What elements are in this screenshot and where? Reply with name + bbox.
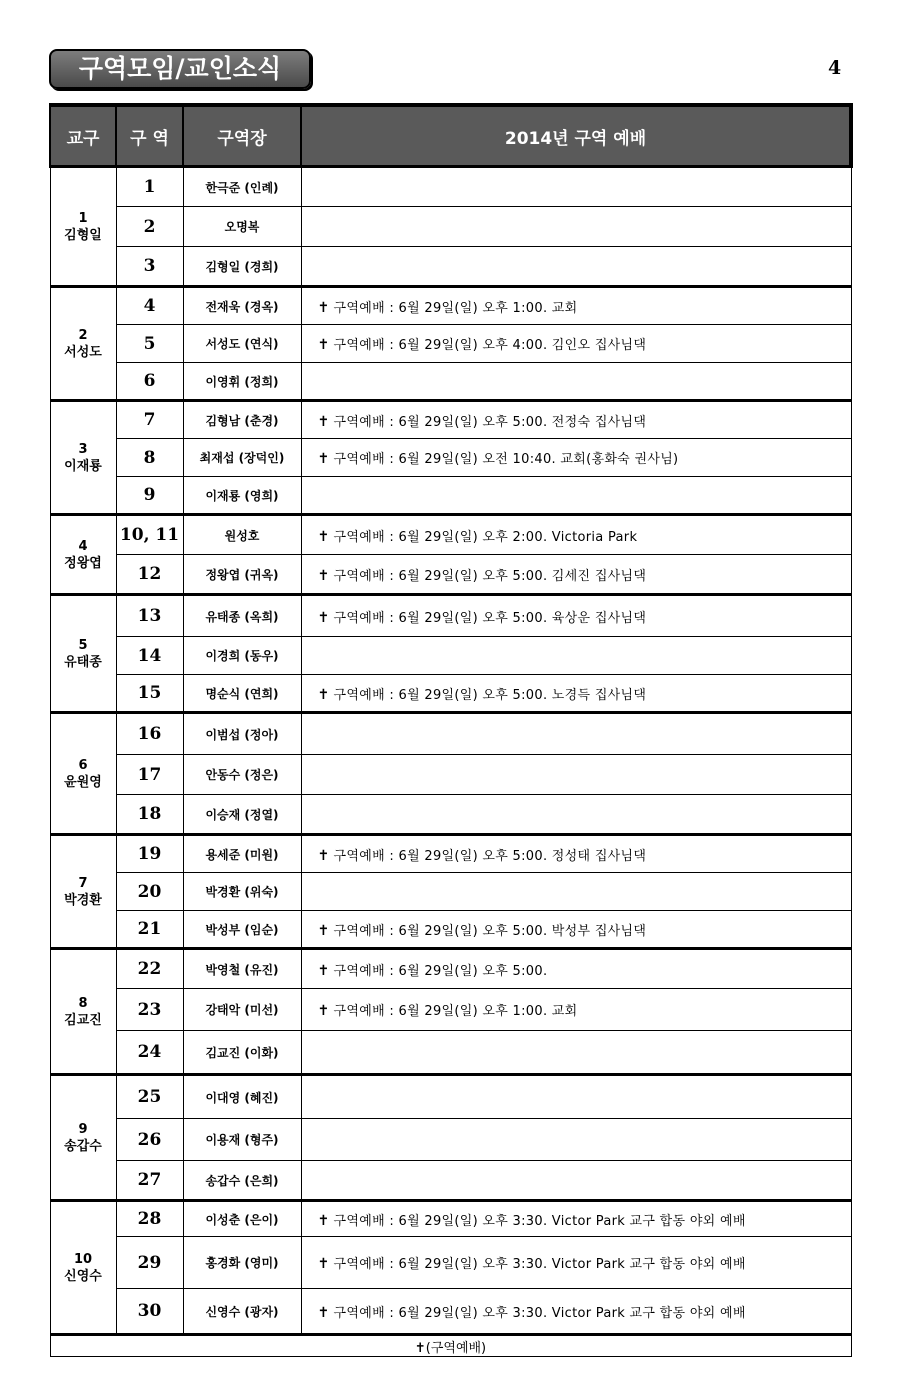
table-row: [50, 637, 851, 675]
district-leader-cell: 이성춘 (은이): [183, 1201, 301, 1237]
cross-icon: ✝: [317, 299, 330, 316]
district-leader-cell: 홍경화 (영미): [183, 1237, 301, 1289]
parish-number: 8: [78, 995, 88, 1011]
table-row: [50, 1237, 851, 1289]
footer-row: [50, 1335, 851, 1357]
district-number-cell: 3: [116, 247, 183, 287]
table-row: [50, 287, 851, 325]
district-leader-cell: 한극준 (인례): [183, 167, 301, 207]
worship-cell: [301, 1201, 851, 1237]
table-row: [50, 989, 851, 1031]
district-number-cell: 18: [116, 795, 183, 835]
table-header-row: [50, 105, 851, 167]
district-number-cell: 9: [116, 477, 183, 515]
district-leader-cell: 이영휘 (정희): [183, 363, 301, 401]
district-number-cell: 12: [116, 555, 183, 595]
district-leader-cell: 용세준 (미원): [183, 835, 301, 873]
cross-icon: ✝: [317, 847, 330, 864]
parish-leader-name: 신영수: [64, 1268, 102, 1284]
worship-cell: [301, 1031, 851, 1075]
district-number-cell: 15: [116, 675, 183, 713]
cross-icon: ✝: [317, 451, 330, 467]
district-number-cell: 29: [116, 1237, 183, 1289]
district-leader-cell: 박성부 (임순): [183, 911, 301, 949]
worship-cell: [301, 207, 851, 247]
table-row: [50, 477, 851, 515]
table-row: [50, 949, 851, 989]
worship-text: 구역예배 : 6월 29일(일) 오후 5:00. 김세진 집사님댁: [333, 568, 647, 584]
table-row: [50, 1075, 851, 1119]
parish-cell: [50, 287, 116, 401]
legend-text: (구역예배): [425, 1340, 487, 1356]
worship-cell: [301, 713, 851, 755]
parish-leader-name: 김형일: [64, 227, 102, 243]
worship-cell: [301, 363, 851, 401]
district-number-cell: 16: [116, 713, 183, 755]
cross-icon: ✝: [317, 1304, 330, 1321]
table-row: [50, 167, 851, 207]
district-number-cell: 26: [116, 1119, 183, 1161]
cross-icon: ✝: [317, 962, 330, 979]
district-number-cell: 17: [116, 755, 183, 795]
table-row: [50, 835, 851, 873]
district-number-cell: 30: [116, 1289, 183, 1335]
table-row: [50, 325, 851, 363]
district-leader-cell: 최재섭 (장덕인): [183, 439, 301, 477]
district-leader-cell: 오명복: [183, 207, 301, 247]
parish-leader-name: 윤원영: [64, 774, 102, 790]
table-row: [50, 555, 851, 595]
worship-cell: [301, 755, 851, 795]
cross-icon: ✝: [317, 1256, 330, 1272]
cross-icon: ✝: [317, 1003, 330, 1019]
worship-cell: [301, 637, 851, 675]
table-row: [50, 363, 851, 401]
table-row: [50, 755, 851, 795]
worship-text: 구역예배 : 6월 29일(일) 오후 3:30. Victor Park 교구 합동 야외 예배: [333, 1213, 746, 1229]
district-number-cell: 5: [116, 325, 183, 363]
column-header-district: 구 역: [116, 105, 183, 167]
table-row: [50, 1161, 851, 1201]
district-number-cell: 4: [116, 287, 183, 325]
cross-icon: ✝: [317, 567, 330, 584]
district-leader-cell: 명순식 (연희): [183, 675, 301, 713]
table-row: [50, 1289, 851, 1335]
worship-cell: [301, 595, 851, 637]
table-row: [50, 713, 851, 755]
worship-text: 구역예배 : 6월 29일(일) 오후 5:00. 정성태 집사님댁: [333, 848, 647, 864]
cross-icon: ✝: [317, 337, 330, 353]
district-leader-cell: 이대영 (혜진): [183, 1075, 301, 1119]
parish-number: 5: [78, 637, 88, 653]
worship-cell: [301, 795, 851, 835]
district-leader-cell: 이경희 (동우): [183, 637, 301, 675]
cross-icon: ✝: [317, 1212, 330, 1229]
district-leader-cell: 이범섭 (정아): [183, 713, 301, 755]
column-header-leader: 구역장: [183, 105, 301, 167]
worship-cell: [301, 401, 851, 439]
table-row: [50, 595, 851, 637]
page-number: 4: [828, 57, 842, 79]
parish-cell: [50, 167, 116, 287]
parish-leader-name: 송갑수: [64, 1138, 102, 1154]
parish-cell: [50, 515, 116, 595]
cross-icon: ✝: [317, 528, 330, 545]
worship-text: 구역예배 : 6월 29일(일) 오후 2:00. Victoria Park: [333, 529, 638, 545]
parish-cell: [50, 713, 116, 835]
table-row: [50, 911, 851, 949]
worship-text: 구역예배 : 6월 29일(일) 오후 5:00. 노경득 집사님댁: [333, 687, 647, 703]
district-number-cell: 23: [116, 989, 183, 1031]
worship-cell: [301, 1237, 851, 1289]
parish-leader-name: 박경환: [64, 892, 102, 908]
district-number-cell: 25: [116, 1075, 183, 1119]
district-leader-cell: 서성도 (연식): [183, 325, 301, 363]
parish-cell: [50, 401, 116, 515]
worship-cell: [301, 1119, 851, 1161]
parish-number: 4: [78, 538, 88, 554]
parish-leader-name: 이재룡: [64, 458, 102, 474]
worship-text: 구역예배 : 6월 29일(일) 오후 3:30. Victor Park 교구 합동 야외 예배: [333, 1305, 746, 1321]
legend-note: [50, 1335, 851, 1357]
worship-text: 구역예배 : 6월 29일(일) 오후 1:00. 교회: [333, 300, 578, 316]
district-number-cell: 20: [116, 873, 183, 911]
district-leader-cell: 원성호: [183, 515, 301, 555]
parish-leader-name: 서성도: [64, 344, 102, 360]
worship-text: 구역예배 : 6월 29일(일) 오후 4:00. 김인오 집사님댁: [333, 338, 647, 353]
district-number-cell: 28: [116, 1201, 183, 1237]
worship-text: 구역예배 : 6월 29일(일) 오후 5:00.: [333, 963, 548, 979]
district-leader-cell: 박영철 (유진): [183, 949, 301, 989]
parish-leader-name: 유태종: [64, 654, 102, 670]
worship-cell: [301, 675, 851, 713]
worship-text: 구역예배 : 6월 29일(일) 오전 10:40. 교회(홍화숙 권사님): [333, 452, 679, 467]
table-row: [50, 1031, 851, 1075]
district-leader-cell: 이승재 (정열): [183, 795, 301, 835]
table-row: [50, 207, 851, 247]
table-row: [50, 515, 851, 555]
district-leader-cell: 송갑수 (은희): [183, 1161, 301, 1201]
parish-number: 6: [78, 757, 88, 773]
parish-cell: [50, 949, 116, 1075]
district-leader-cell: 김교진 (이화): [183, 1031, 301, 1075]
worship-cell: [301, 167, 851, 207]
table-row: [50, 1119, 851, 1161]
worship-text: 구역예배 : 6월 29일(일) 오후 3:30. Victor Park 교구 합동 야외 예배: [333, 1257, 746, 1272]
table-row: [50, 439, 851, 477]
worship-cell: [301, 989, 851, 1031]
page-title: 구역모임/교인소식: [49, 49, 311, 89]
table-row: [50, 401, 851, 439]
district-number-cell: 22: [116, 949, 183, 989]
parish-number: 2: [78, 327, 88, 343]
worship-cell: [301, 873, 851, 911]
worship-cell: [301, 325, 851, 363]
worship-cell: [301, 247, 851, 287]
parish-cell: [50, 1075, 116, 1201]
district-leader-cell: 신영수 (광자): [183, 1289, 301, 1335]
cross-icon: ✝: [317, 922, 330, 939]
district-leader-cell: 박경환 (위숙): [183, 873, 301, 911]
worship-cell: [301, 439, 851, 477]
column-header-worship: 2014년 구역 예배: [301, 105, 851, 167]
district-number-cell: 27: [116, 1161, 183, 1201]
district-leader-cell: 김형일 (경희): [183, 247, 301, 287]
parish-number: 3: [78, 441, 88, 457]
worship-text: 구역예배 : 6월 29일(일) 오후 1:00. 교회: [333, 1004, 578, 1019]
worship-cell: [301, 515, 851, 555]
district-number-cell: 6: [116, 363, 183, 401]
table-row: [50, 247, 851, 287]
district-leader-cell: 전재욱 (경옥): [183, 287, 301, 325]
district-leader-cell: 이용재 (형주): [183, 1119, 301, 1161]
district-number-cell: 21: [116, 911, 183, 949]
table-row: [50, 675, 851, 713]
cross-icon: ✝: [414, 1340, 426, 1356]
parish-number: 7: [78, 875, 88, 891]
parish-number: 10: [73, 1251, 93, 1267]
table-body: [50, 167, 851, 1357]
district-leader-cell: 강태악 (미선): [183, 989, 301, 1031]
worship-cell: [301, 477, 851, 515]
district-number-cell: 2: [116, 207, 183, 247]
worship-cell: [301, 287, 851, 325]
district-leader-cell: 안동수 (정은): [183, 755, 301, 795]
district-leader-cell: 이재룡 (영희): [183, 477, 301, 515]
parish-leader-name: 정왕엽: [64, 555, 102, 571]
district-number-cell: 19: [116, 835, 183, 873]
worship-cell: [301, 1161, 851, 1201]
worship-cell: [301, 949, 851, 989]
table-row: [50, 795, 851, 835]
parish-cell: [50, 835, 116, 949]
cross-icon: ✝: [317, 609, 330, 626]
worship-text: 구역예배 : 6월 29일(일) 오후 5:00. 박성부 집사님댁: [333, 923, 647, 939]
cross-icon: ✝: [317, 413, 330, 430]
district-number-cell: 13: [116, 595, 183, 637]
worship-cell: [301, 1075, 851, 1119]
worship-text: 구역예배 : 6월 29일(일) 오후 5:00. 육상운 집사님댁: [333, 610, 647, 626]
worship-cell: [301, 911, 851, 949]
district-number-cell: 10, 11: [116, 515, 183, 555]
parish-cell: [50, 1201, 116, 1335]
district-number-cell: 14: [116, 637, 183, 675]
table-row: [50, 873, 851, 911]
parish-number: 9: [78, 1121, 88, 1137]
district-number-cell: 8: [116, 439, 183, 477]
worship-text: 구역예배 : 6월 29일(일) 오후 5:00. 전정숙 집사님댁: [333, 414, 647, 430]
worship-cell: [301, 555, 851, 595]
table-row: [50, 1201, 851, 1237]
worship-cell: [301, 1289, 851, 1335]
parish-number: 1: [78, 210, 88, 226]
district-leader-cell: 유태종 (옥희): [183, 595, 301, 637]
district-leader-cell: 정왕엽 (귀옥): [183, 555, 301, 595]
cross-icon: ✝: [317, 686, 330, 703]
column-header-parish: 교구: [50, 105, 116, 167]
district-number-cell: 7: [116, 401, 183, 439]
parish-leader-name: 김교진: [64, 1012, 102, 1028]
district-number-cell: 1: [116, 167, 183, 207]
parish-cell: [50, 595, 116, 713]
worship-cell: [301, 835, 851, 873]
district-leader-cell: 김형남 (춘경): [183, 401, 301, 439]
district-table: [49, 103, 853, 1357]
district-number-cell: 24: [116, 1031, 183, 1075]
